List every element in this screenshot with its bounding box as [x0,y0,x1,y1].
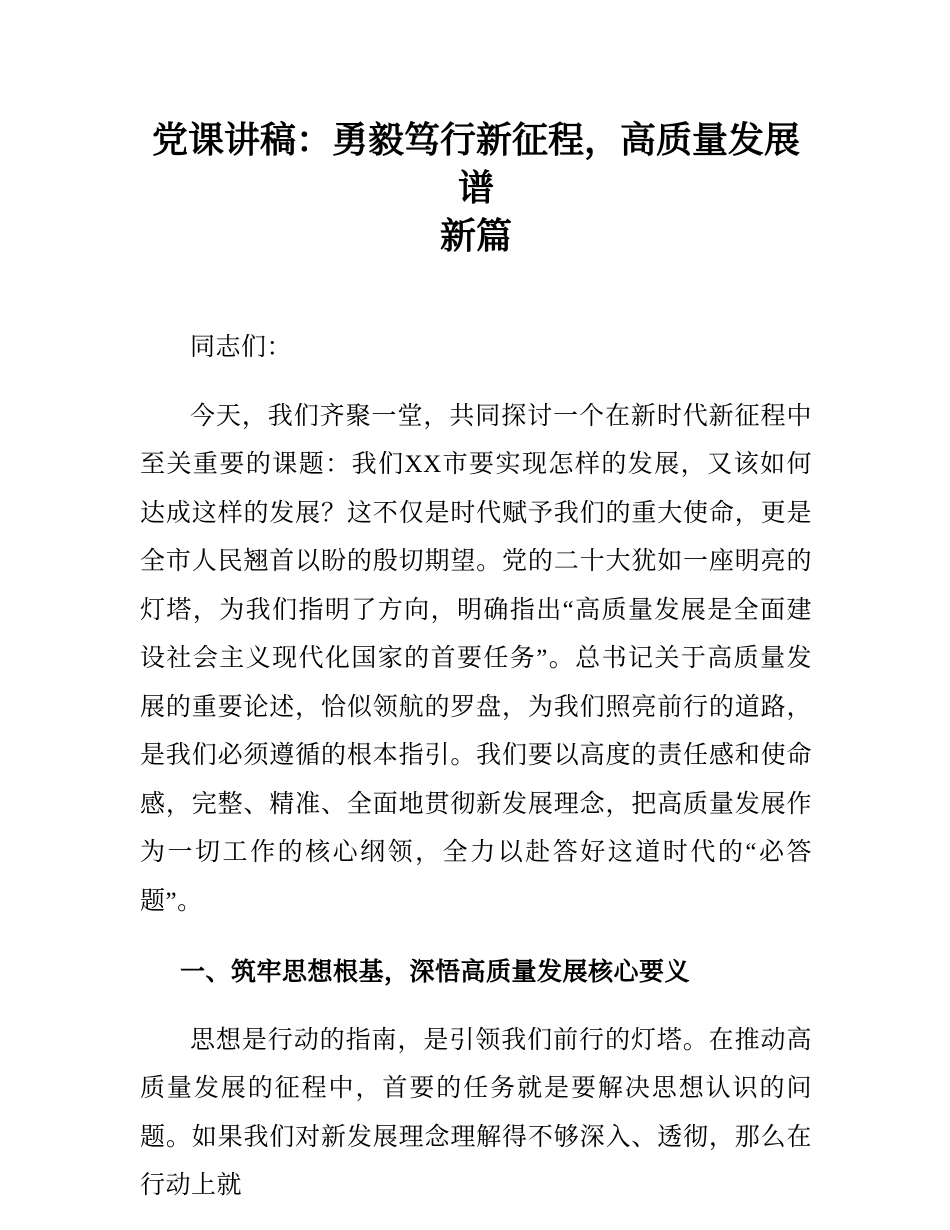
body-paragraph-1: 今天，我们齐聚一堂，共同探讨一个在新时代新征程中至关重要的课题：我们XX市要实现怎样的发展，又该如何达成这样的发展？这不仅是时代赋予我们的重大使命，更是全市人民翘首以盼的殷切期望。党的二十大犹如一座明亮的灯塔，为我们指明了方向，明确指出“高质量发展是全面建设社会主义现代化国家的首要任务”。总书记关于高质量发展的重要论述，恰似领航的罗盘，为我们照亮前行的道路，是我们必须遵循的根本指引。我们要以高度的责任感和使命感，完整、精准、全面地贯彻新发展理念，把高质量发展作为一切工作的核心纲领，全力以赴答好这道时代的“必答题”。 [140,402,812,915]
document-title-line-1: 党课讲稿：勇毅笃行新征程，高质量发展谱 [151,120,800,208]
document-title [140,116,812,260]
document-title-line-2: 新篇 [439,216,512,256]
section-heading-1: 一、筑牢思想根基，深悟高质量发展核心要义 [180,958,691,986]
body-paragraph-2: 思想是行动的指南，是引领我们前行的灯塔。在推动高质量发展的征程中，首要的任务就是要解决思想认识的问题。如果我们对新发展理念理解得不够深入、透彻，那么在行动上就 [140,1026,812,1199]
salutation: 同志们： [190,334,293,361]
